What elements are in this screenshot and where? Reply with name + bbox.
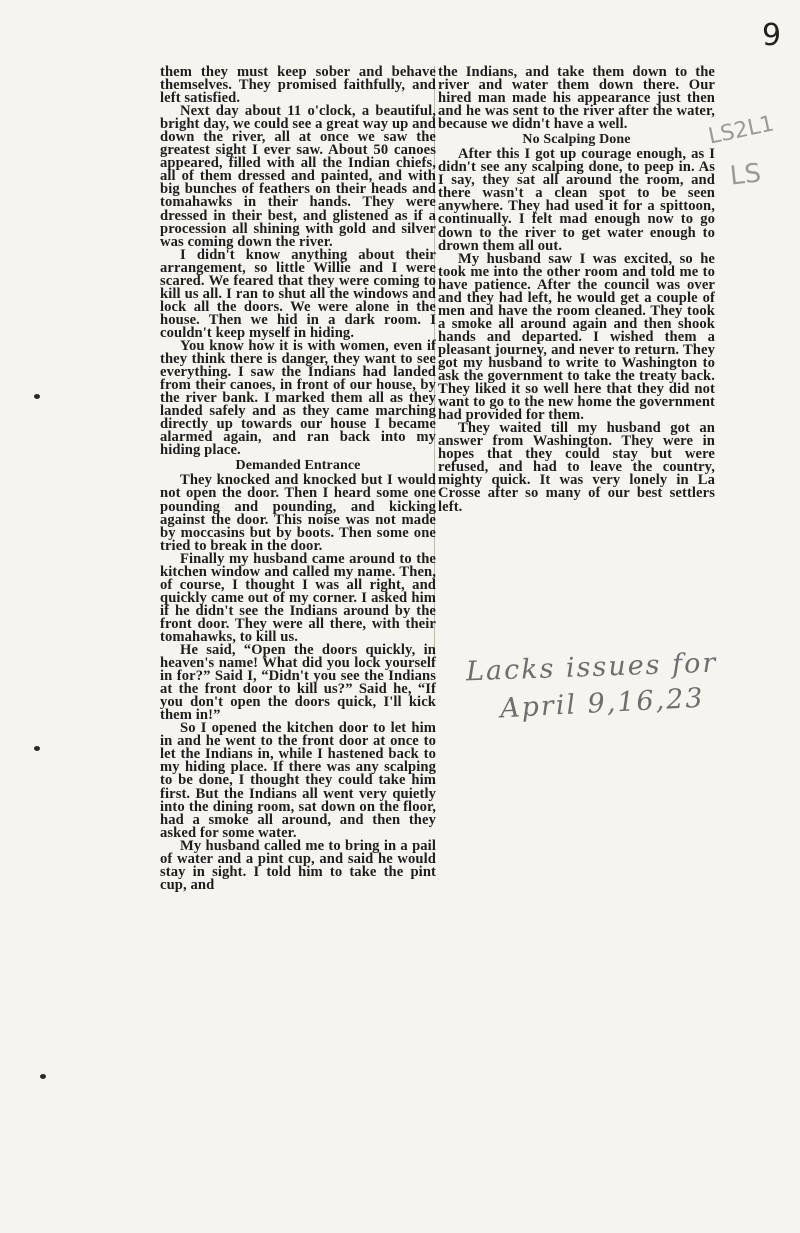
paragraph: After this I got up courage enough, as I didn't see any scalping done, to peep in. As I say, they sat all around the room, and there wasn't a clean spot to be seen anywhere. They had used it for a spittoon, continually. I felt mad enough now to go down to the river to get water enough to drown them all out. xyxy=(438,146,715,254)
article-column-right xyxy=(438,66,715,514)
paragraph: them they must keep sober and behave themselves. They promised faithfully, and left satisfied. xyxy=(160,64,436,107)
paragraph: You know how it is with women, even if they think there is danger, they want to see everything. I saw the Indians had landed from their canoes, in front of our house, by the river bank. I marked them all as they landed safely and as they came marching directly up towards our house I became alarmed again, and ran back into my hiding place. xyxy=(160,337,436,459)
paragraph: the Indians, and take them down to the river and water them down there. Our hired man made his appearance just then and he was sent to the river after the water, because we didn't have a well. xyxy=(438,64,715,133)
paragraph: He said, “Open the doors quickly, in heaven's name! What did you lock yourself in for?” Said I, “Didn't you see the Indians at the front door to kill us?” Said he, “If you don't open the doors quick, I'll kick them in!” xyxy=(160,642,436,724)
paragraph: They knocked and knocked but I would not open the door. Then I heard some one pounding and pounding, and kicking against the door. This noise was not made by moccasins but by boots. Then some one tried to break in the door. xyxy=(160,472,436,554)
scan-speck xyxy=(40,1074,46,1079)
paragraph: Finally my husband came around to the kitchen window and called my name. Then, of course, I thought I was all right, and quickly came out of my corner. I asked him if he didn't see the Indians around by the front door. They were all there, with their tomahawks, to kill us. xyxy=(160,550,436,645)
scan-speck xyxy=(34,746,40,751)
handwritten-note-line1: Lacks issues for xyxy=(465,647,718,688)
scan-speck xyxy=(34,394,40,399)
margin-note-initials: LS xyxy=(728,158,763,192)
paragraph: So I opened the kitchen door to let him in and he went to the front door at once to let the Indians in, while I hastened back to my hiding place. If there was any scalping to be done, I thought they could take him first. But the Indians all went very quietly into the dining room, sat down on the floor, had a smoke all around, and then they asked for some water. xyxy=(160,720,436,841)
section-heading: No Scalping Done xyxy=(522,132,631,148)
paragraph: My husband saw I was excited, so he took me into the other room and told me to have patience. After the council was over and they had left, he would get a couple of men and have the room cleaned. They took a smoke all around again and then shook hands and departed. I wished them a pleasant journey, and never to return. They got my husband to write to Washington to ask the government to take the treaty back. They liked it so well here that they did not want to go to the new home the government had provided for them. xyxy=(438,250,715,424)
paragraph: I didn't know anything about their arrangement, so little Willie and I were scared. We feared that they were coming to kill us all. I ran to shut all the windows and lock all the doors. We were alone in the house. Then we hid in a dark room. I couldn't keep myself in hiding. xyxy=(160,246,436,341)
paragraph: My husband called me to bring in a pail of water and a pint cup, and said he would stay in sight. I told him to take the pint cup, and xyxy=(160,837,436,893)
paragraph: They waited till my husband got an answer from Washington. They were in hopes that they could stay but were refused, and had to leave the country, mighty quick. It was very lonely in La Crosse after so many of our best settlers left. xyxy=(438,420,715,515)
handwritten-note-line2: April 9,16,23 xyxy=(499,682,706,725)
article-column-left xyxy=(160,66,436,892)
margin-note-code: LS2L1 xyxy=(706,111,777,150)
paragraph: Next day about 11 o'clock, a beautiful, bright day, we could see a great way up and down the river, all at once we saw the greatest sight I ever saw. About 50 canoes appeared, filled with all the Indian chiefs, all of them dressed and painted, and with big bunches of feathers on their heads and tomahawks in their hands. They were dressed in their best, and glistened as if a procession all shining with gold and silver was coming down the river. xyxy=(160,103,436,250)
section-heading: Demanded Entrance xyxy=(235,458,361,474)
page-number: 9 xyxy=(762,18,782,53)
